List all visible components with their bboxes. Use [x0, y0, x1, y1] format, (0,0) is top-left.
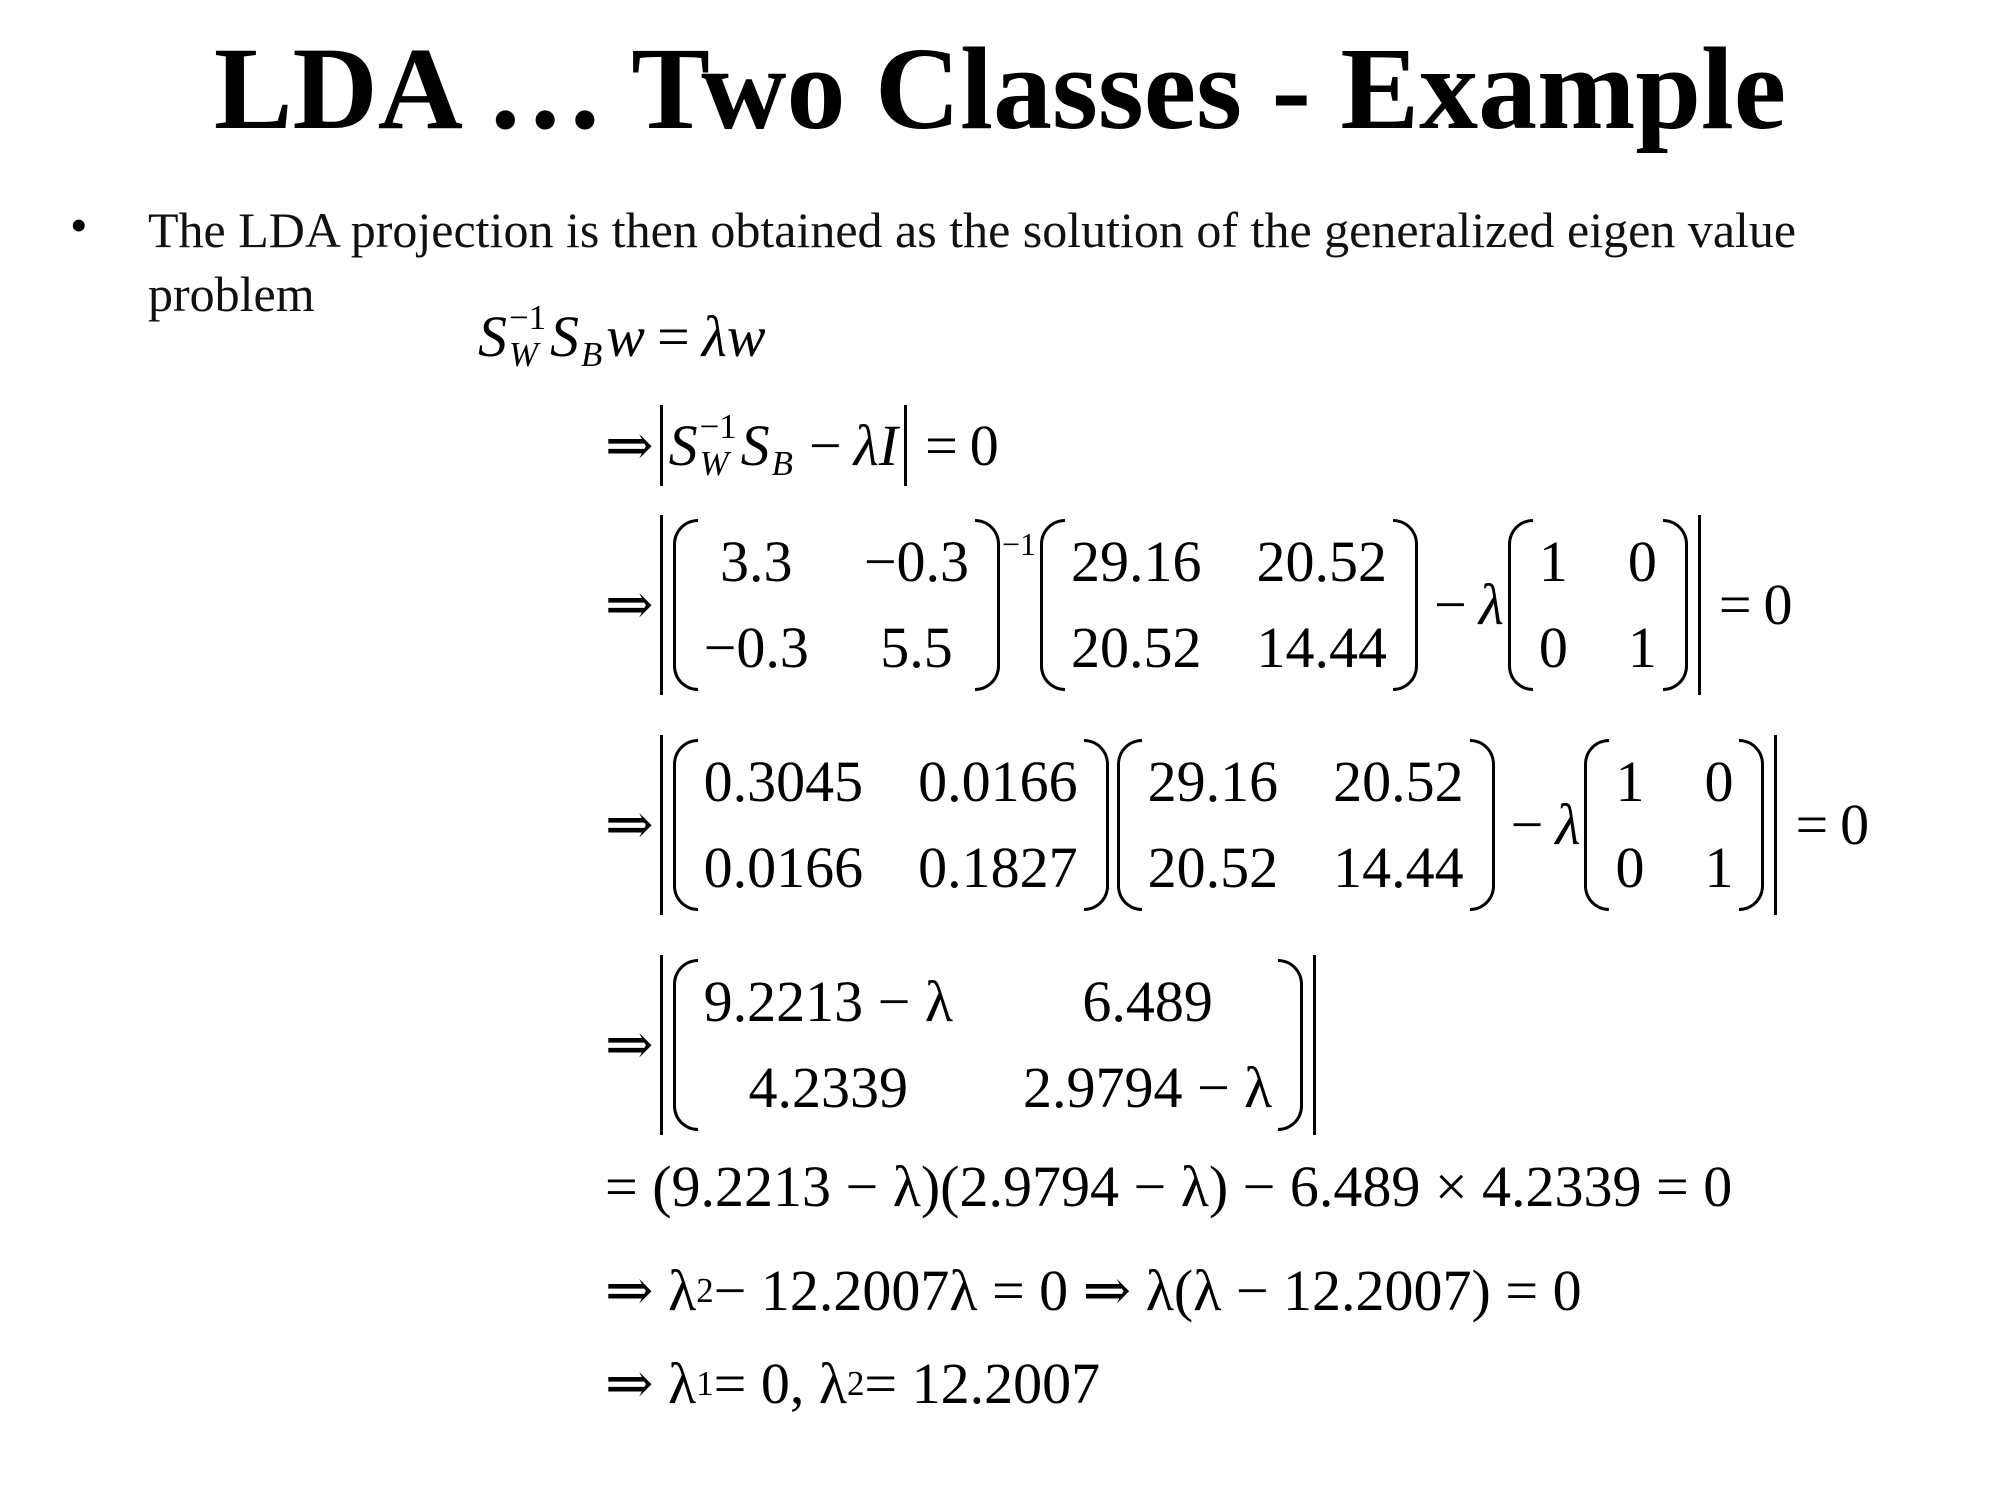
sb-matrix	[1117, 739, 1495, 911]
equals-sign: =	[1718, 572, 1752, 637]
matrix-cell: 0	[1704, 749, 1734, 814]
matrix-cell: 0.0166	[703, 835, 864, 900]
lambda-symbol: λ	[1478, 572, 1504, 637]
result-matrix	[673, 959, 1304, 1131]
w-subscript: W	[509, 334, 538, 374]
inverse-superscript: −1	[509, 298, 547, 337]
matrix-cell: 14.44	[1256, 615, 1387, 680]
matrix-cell: 14.44	[1333, 835, 1464, 900]
inverse-superscript: −1	[1002, 527, 1036, 562]
sb-script	[772, 409, 793, 482]
matrix-cell: 0	[1627, 529, 1657, 594]
equation-inverse-computed	[605, 735, 1869, 915]
sw-inverse-script	[509, 300, 546, 373]
matrix-cell: 0.0166	[918, 749, 1078, 814]
quadratic-part-a: ⇒ λ	[605, 1258, 697, 1323]
sb-matrix	[1040, 519, 1418, 691]
matrix-cell: 29.16	[1147, 749, 1279, 814]
sw-inverse-matrix	[673, 739, 1109, 911]
implies-arrow: ⇒	[605, 792, 654, 857]
implies-arrow: ⇒	[605, 572, 654, 637]
identity-matrix	[1508, 519, 1688, 691]
matrix-cell: 20.52	[1333, 749, 1464, 814]
determinant-bars	[660, 515, 1701, 695]
zero: 0	[969, 412, 999, 478]
s-symbol: S	[478, 303, 507, 369]
quadratic-part-b: − 12.2007λ = 0 ⇒ λ(λ − 12.2007) = 0	[713, 1258, 1582, 1323]
matrix-cell: 1	[1627, 615, 1657, 680]
lambda-symbol: λ	[1555, 792, 1581, 857]
matrix-cell: 20.52	[1070, 615, 1202, 680]
matrix-cell: 1	[1615, 749, 1645, 814]
b-subscript: B	[771, 443, 793, 483]
matrix-cell: 29.16	[1070, 529, 1202, 594]
matrix-cell: 20.52	[1256, 529, 1387, 594]
equation-eigenvalues: ⇒ λ 1 = 0, λ 2 = 12.2007	[605, 1351, 1101, 1416]
inverse-superscript: −1	[699, 407, 737, 446]
s-symbol: S	[550, 303, 580, 369]
minus-sign: −	[1510, 792, 1544, 857]
eigen-part-a: ⇒ λ	[605, 1351, 697, 1416]
w-symbol: w	[606, 303, 645, 369]
slide-title: LDA … Two Classes - Example	[213, 23, 1787, 154]
bullet-text: The LDA projection is then obtained as the solution of the generalized eigen value problem	[148, 202, 1797, 322]
matrix-cell: 0	[1615, 835, 1645, 900]
sw-matrix	[673, 519, 1000, 691]
matrix-cell: 4.2339	[748, 1055, 909, 1120]
sb-script	[581, 300, 602, 373]
identity-matrix	[1584, 739, 1764, 911]
matrix-cell: 1	[1538, 529, 1568, 594]
matrix-cell: 2.9794 − λ	[1022, 1055, 1273, 1120]
determinant-bars	[660, 405, 907, 486]
matrix-cell: 3.3	[719, 529, 793, 594]
implies-arrow: ⇒	[605, 412, 654, 478]
equals-sign: =	[1795, 792, 1829, 857]
eigen-part-b: = 0, λ	[713, 1351, 847, 1416]
implies-arrow: ⇒	[605, 1012, 654, 1077]
determinant-bars	[660, 735, 1778, 915]
sw-inverse-script	[700, 409, 737, 482]
equals-sign: =	[656, 303, 690, 369]
expansion-text: = (9.2213 − λ)(2.9794 − λ) − 6.489 × 4.2339 = 0	[605, 1154, 1733, 1219]
matrix-cell: 6.489	[1082, 969, 1213, 1034]
bullet-icon: •	[70, 197, 88, 253]
matrix-cell: 0.3045	[703, 749, 864, 814]
equation-result-matrix	[605, 955, 1322, 1135]
zero: 0	[1763, 572, 1793, 637]
b-subscript: B	[581, 334, 603, 374]
zero: 0	[1840, 792, 1870, 857]
equation-matrix-substitution	[605, 515, 1793, 695]
matrix-cell: 5.5	[880, 615, 953, 680]
matrix-cell: 0	[1538, 615, 1568, 680]
identity-symbol: I	[878, 412, 899, 478]
matrix-cell: 20.52	[1147, 835, 1279, 900]
lambda-w: λw	[701, 303, 766, 369]
equation-determinant	[605, 405, 999, 486]
matrix-cell: 0.1827	[918, 835, 1078, 900]
matrix-cell: −0.3	[703, 615, 809, 680]
determinant-bars	[660, 955, 1317, 1135]
equation-characteristic-expansion	[605, 1154, 1733, 1219]
eigen-part-c: = 12.2007	[864, 1351, 1101, 1416]
s-symbol: S	[740, 412, 770, 478]
matrix-cell: 9.2213 − λ	[703, 969, 953, 1034]
matrix-cell: −0.3	[863, 529, 970, 594]
s-symbol: S	[668, 412, 698, 478]
minus-sign: −	[1433, 572, 1467, 637]
equals-sign: =	[925, 412, 958, 478]
matrix-cell: 1	[1704, 835, 1734, 900]
equation-quadratic: ⇒ λ 2 − 12.2007λ = 0 ⇒ λ(λ − 12.2007) = 0	[605, 1258, 1582, 1323]
minus-sign: −	[808, 412, 842, 478]
lambda-symbol: λ	[853, 412, 879, 478]
equation-eigen-problem	[478, 300, 766, 373]
w-subscript: W	[699, 443, 729, 483]
